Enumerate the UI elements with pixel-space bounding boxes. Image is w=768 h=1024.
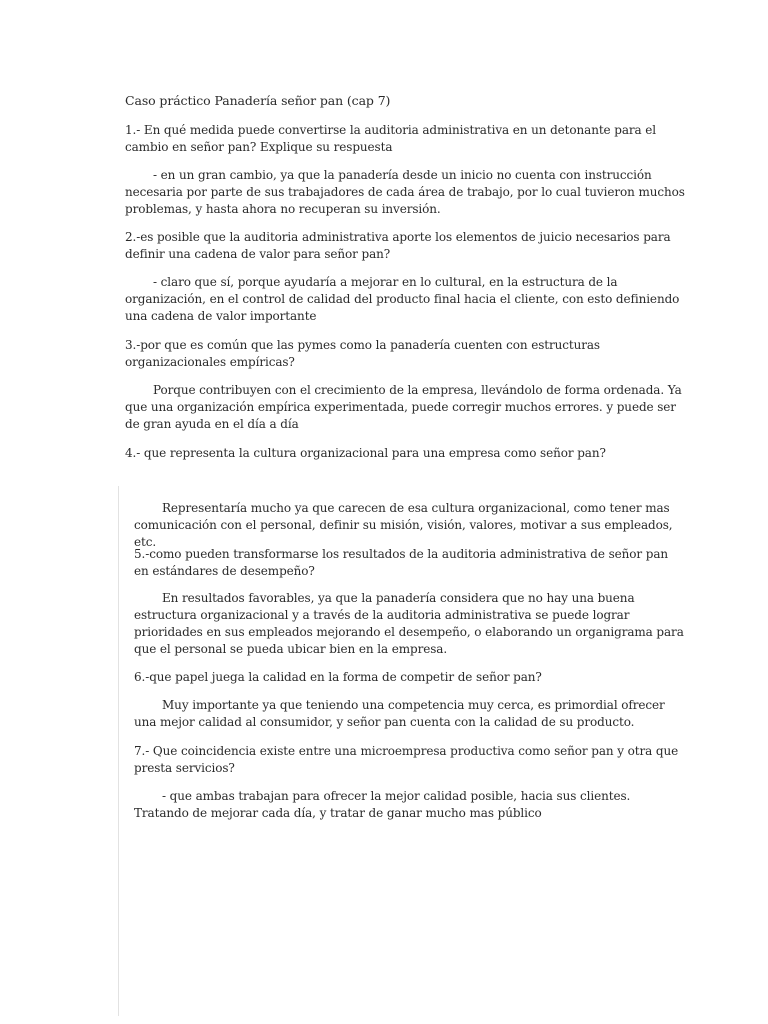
question-1: 1.- En qué medida puede convertirse la auditoria administrativa en un detonante para el cambio en señor pan? Explique su respuesta bbox=[125, 123, 657, 154]
question-2: 2.-es posible que la auditoria administrativa aporte los elementos de juicio necesarios para definir una cadena de valor para señor pan? bbox=[125, 230, 671, 261]
page-break-line bbox=[118, 486, 119, 1016]
answer-1: - en un gran cambio, ya que la panadería desde un inicio no cuenta con instrucción necesaria por parte de sus trabajadores de cada área de trabajo, por lo cual tuvieron muchos problemas, y hasta ahora no recuperan su inversión. bbox=[125, 168, 685, 216]
answer-2: - claro que sí, porque ayudaría a mejorar en lo cultural, en la estructura de la organización, en el control de calidad del producto final hacia el cliente, con esto definiendo una cadena de valor importante bbox=[125, 275, 680, 323]
answer-6: Muy importante ya que teniendo una competencia muy cerca, es primordial ofrecer una mejor calidad al consumidor, y señor pan cuenta con la calidad de su producto. bbox=[134, 698, 665, 729]
answer-5: En resultados favorables, ya que la panadería considera que no hay una buena estructura organizacional y a través de la auditoria administrativa se puede lograr prioridades en sus empleados mejorando el desempeño, o elaborando un organigrama para que el personal se pueda ubicar bien en la empresa. bbox=[134, 591, 684, 656]
question-6: 6.-que papel juega la calidad en la forma de competir de señor pan? bbox=[134, 670, 542, 684]
question-4: 4.- que representa la cultura organizacional para una empresa como señor pan? bbox=[125, 446, 606, 460]
question-7: 7.- Que coincidencia existe entre una microempresa productiva como señor pan y otra que presta servicios? bbox=[134, 744, 679, 775]
answer-4: Representaría mucho ya que carecen de esa cultura organizacional, como tener mas comunicación con el personal, definir su misión, visión, valores, motivar a sus empleados, etc. bbox=[134, 501, 673, 549]
answer-7: - que ambas trabajan para ofrecer la mejor calidad posible, hacia sus clientes. Tratando de mejorar cada día, y tratar de ganar mucho mas público bbox=[134, 789, 631, 820]
answer-3: Porque contribuyen con el crecimiento de la empresa, llevándolo de forma ordenada. Ya que una organización empírica experimentada, puede corregir muchos errores. y puede ser de gran ayuda en el día a día bbox=[125, 383, 682, 431]
question-5: 5.-como pueden transformarse los resultados de la auditoria administrativa de señor pan en estándares de desempeño? bbox=[134, 547, 669, 578]
document-title: Caso práctico Panadería señor pan (cap 7) bbox=[125, 93, 391, 108]
question-3: 3.-por que es común que las pymes como la panadería cuenten con estructuras organizacionales empíricas? bbox=[125, 338, 600, 369]
